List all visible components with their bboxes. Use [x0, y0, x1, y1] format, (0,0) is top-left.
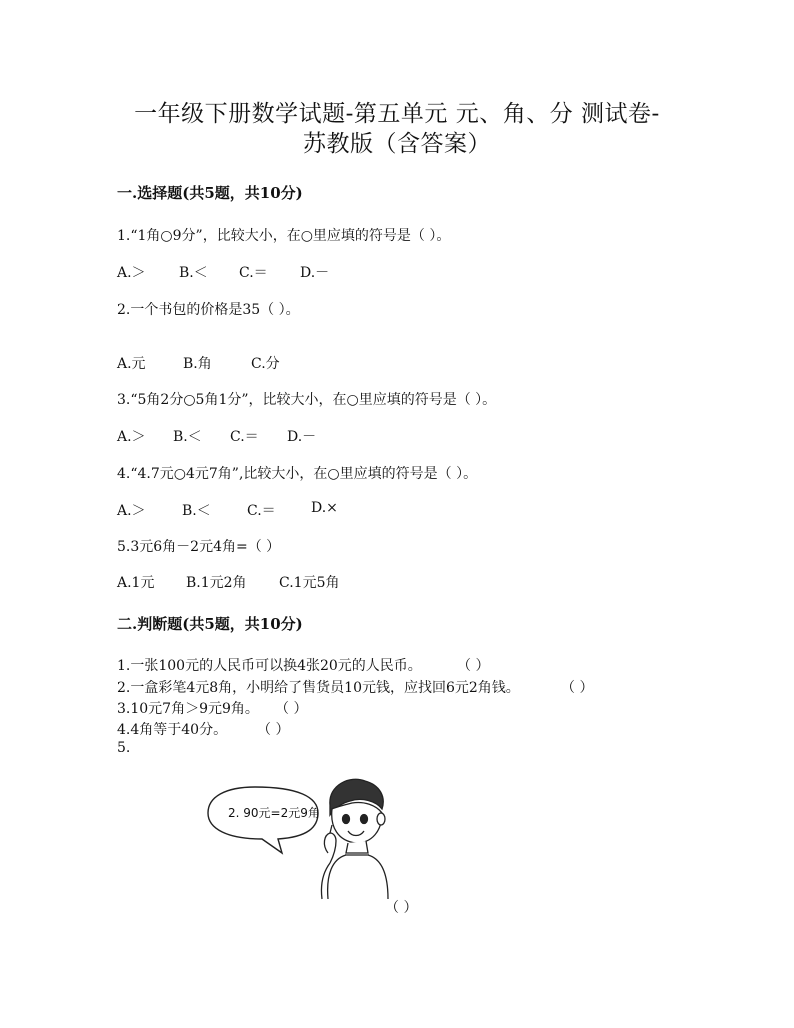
image-answer-paren: （ ） [385, 900, 418, 916]
option-d: D.－ [287, 429, 317, 445]
answer-paren: （ ） [457, 658, 490, 674]
judgement-item-5 [117, 740, 130, 756]
answer-paren: （ ） [257, 722, 290, 738]
question-4: 4.“4.7元○4元7角”,比较大小，在○里应填的符号是（ ）。 [117, 466, 478, 482]
option-b: B.1元2角 [186, 575, 247, 591]
question-5: 5.3元6角－2元4角=（ ） [117, 539, 281, 555]
boy-figure [321, 779, 388, 899]
section-heading-judgement: 二.判断题(共5题，共10分) [117, 615, 303, 633]
judgement-text: 4.4角等于40分。 [117, 722, 228, 738]
boy-speaking-illustration [200, 775, 390, 900]
question-2: 2.一个书包的价格是35（ ）。 [117, 302, 300, 318]
option-c: C.分 [251, 356, 280, 372]
page-title-line2: 苏教版（含答案） [303, 131, 491, 157]
option-b: B.角 [183, 356, 212, 372]
option-b: B.＜ [173, 429, 202, 445]
question-3: 3.“5角2分○5角1分”，比较大小，在○里应填的符号是（ ）。 [117, 392, 497, 408]
judgement-text: 1.一张100元的人民币可以换4张20元的人民币。 [117, 658, 422, 674]
option-c: C.＝ [239, 265, 268, 281]
answer-paren: （ ） [561, 680, 594, 696]
option-a: A.元 [117, 356, 146, 372]
page-title-line1: 一年级下册数学试题-第五单元 元、角、分 测试卷- [134, 101, 660, 127]
judgement-text: 2.一盒彩笔4元8角，小明给了售货员10元钱，应找回6元2角钱。 [117, 680, 520, 696]
judgement-item-1 [117, 655, 490, 675]
option-a: A.＞ [117, 265, 146, 281]
judgement-item-3 [117, 698, 308, 718]
speech-bubble-text: 2. 90元=2元9角 [228, 806, 320, 820]
judgement-text: 5. [117, 740, 131, 756]
option-c: C.＝ [230, 429, 259, 445]
judgement-item-4 [117, 719, 290, 739]
option-c: C.1元5角 [279, 575, 340, 591]
option-a: A.＞ [117, 429, 146, 445]
section-heading-choice: 一.选择题(共5题，共10分) [117, 184, 303, 202]
question-1: 1.“1角○9分”，比较大小，在○里应填的符号是（ ）。 [117, 228, 451, 244]
option-a: A.＞ [117, 503, 146, 519]
option-d: D.－ [300, 265, 330, 281]
option-b: B.＜ [182, 503, 211, 519]
judgement-item-2 [117, 677, 594, 697]
answer-paren: （ ） [275, 701, 308, 717]
option-d: D.× [311, 500, 338, 516]
option-c: C.＝ [247, 503, 276, 519]
option-a: A.1元 [117, 575, 155, 591]
option-b: B.＜ [179, 265, 208, 281]
judgement-text: 3.10元7角＞9元9角。 [117, 701, 259, 717]
